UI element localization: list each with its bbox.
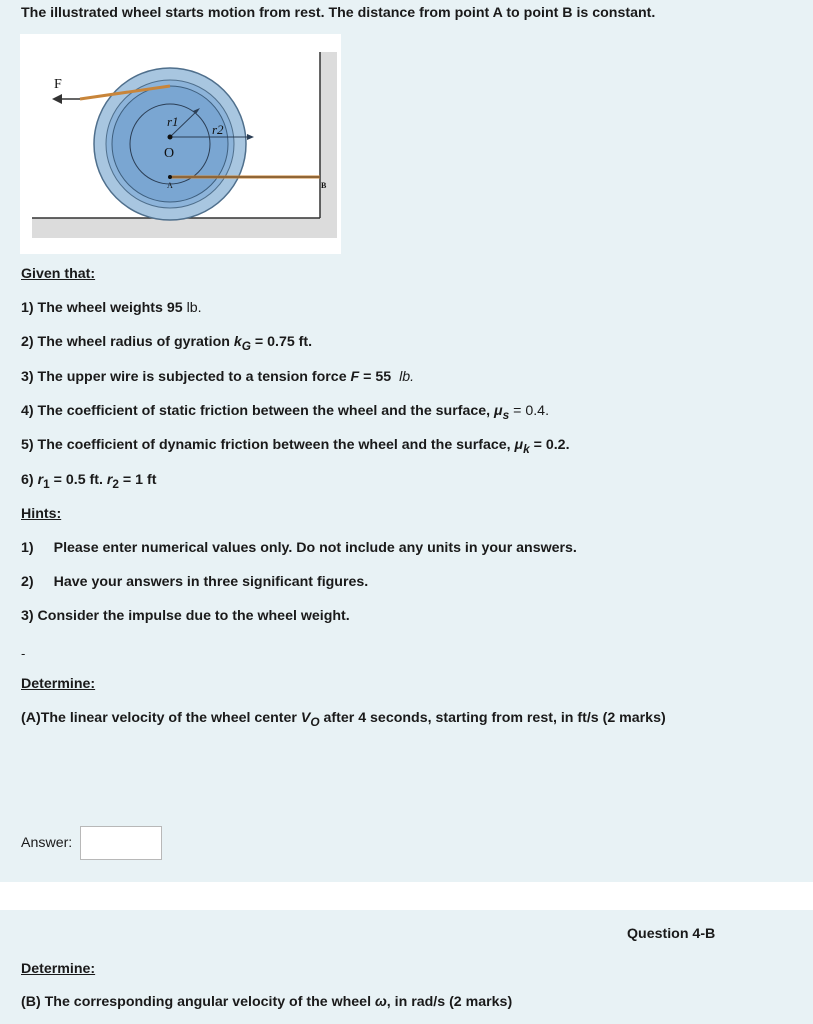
label-f: F (54, 77, 62, 92)
given-line-6: 6) $r_1 = 0.5$ ft. $r_2 = 1$ ft (21, 472, 157, 491)
determine-heading-b: Determine: (21, 961, 96, 977)
question-a-text: (A)The linear velocity of the wheel center $V_O$ after 4 seconds, starting from rest, in ft/s (2 marks) (21, 710, 666, 729)
hints-heading: Hints: (21, 506, 62, 522)
force-arrowhead (52, 94, 62, 104)
label-o: O (164, 146, 175, 161)
wall (320, 52, 337, 222)
determine-heading-a: Determine: (21, 676, 96, 692)
hint-1: 1) Please enter numerical values only. Do not include any units in your answers. (21, 540, 577, 556)
label-b: B (321, 181, 327, 190)
label-r2: r2 (212, 122, 224, 137)
problem-statement: The illustrated wheel starts motion from rest. The distance from point A to point B is constant. (21, 5, 656, 21)
point-a (168, 175, 172, 179)
separator-dash: - (21, 646, 26, 661)
answer-label: Answer: (21, 835, 73, 851)
given-heading: Given that: (21, 266, 96, 282)
given-line-3: 3) The upper wire is subjected to a tension force F = 55 lb. (21, 369, 415, 385)
given-line-5: 5) The coefficient of dynamic friction between the wheel and the surface, $\mu_k = 0.2$. (21, 437, 570, 456)
label-a: A (167, 181, 173, 190)
given-line-4: 4) The coefficient of static friction between the wheel and the surface, $\mu_s = 0.4$. (21, 403, 550, 422)
answer-input[interactable] (80, 826, 162, 860)
ground-surface (32, 218, 337, 238)
question-number: Question 4-B (627, 926, 716, 942)
question-b-text: (B) The corresponding angular velocity of the wheel ω, in rad/s (2 marks) (21, 994, 513, 1010)
label-r1: r1 (167, 114, 179, 129)
given-line-1: 1) The wheel weights 95 lb. (21, 300, 202, 316)
center-point (168, 135, 173, 140)
wheel-diagram (20, 34, 341, 254)
hint-3: 3) Consider the impulse due to the wheel weight. (21, 608, 350, 624)
given-line-2: 2) The wheel radius of gyration $k_G = 0.75$ ft. (21, 334, 313, 353)
wheel-figure (20, 34, 341, 254)
hint-2: 2) Have your answers in three significant figures. (21, 574, 369, 590)
